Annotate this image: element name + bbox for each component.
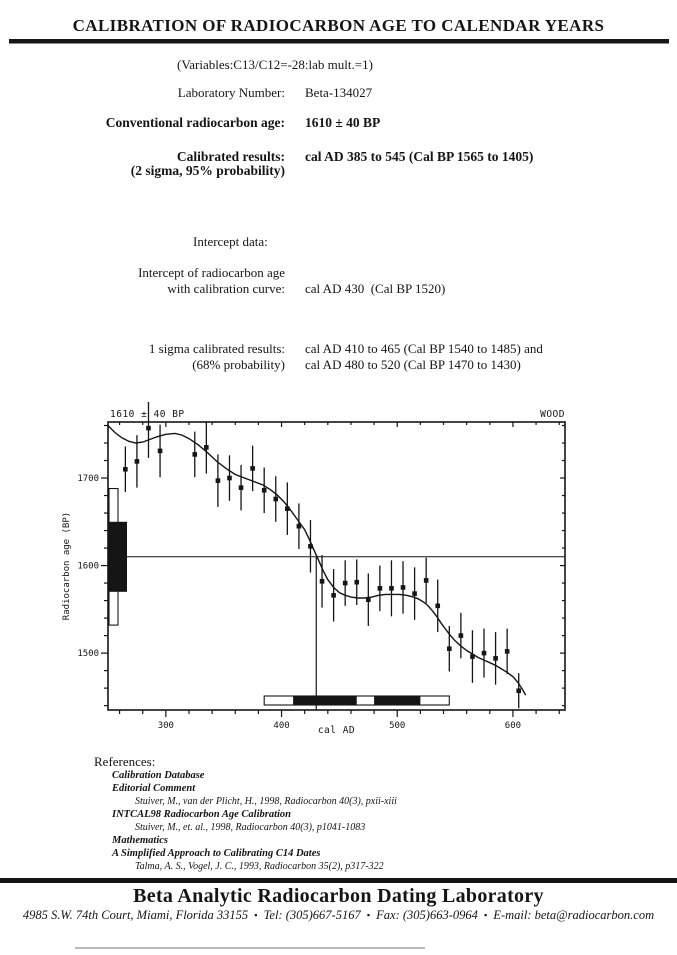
data-point — [239, 485, 244, 490]
calibrated-results-value: cal AD 385 to 545 (Cal BP 1565 to 1405) — [305, 149, 534, 164]
chart-title: 1610 ± 40 BP — [110, 409, 185, 420]
data-point — [354, 580, 359, 585]
data-point — [262, 488, 267, 493]
reference-title: INTCAL98 Radiocarbon Age Calibration — [112, 809, 292, 820]
reference-citation: Talma, A. S., Vogel, J. C., 1993, Radiocarbon 35(2), p317-322 — [135, 861, 384, 872]
data-point — [366, 597, 371, 602]
email-text: E-mail: beta@radiocarbon.com — [493, 908, 655, 922]
bullet-separator: ▪ — [254, 910, 258, 920]
data-point — [308, 544, 313, 549]
intercept-data-heading: Intercept data: — [193, 234, 268, 249]
data-point — [285, 506, 290, 511]
bullet-separator: ▪ — [366, 910, 371, 920]
y-tick-label: 1600 — [77, 561, 99, 572]
age-1sigma-box — [109, 522, 127, 592]
calibrated-results-subrow — [0, 163, 677, 181]
data-point — [297, 524, 302, 529]
lab-number-value: Beta-134027 — [305, 85, 373, 100]
title-rule — [9, 39, 669, 44]
page-title: CALIBRATION OF RADIOCARBON AGE TO CALENDAR YEARS — [72, 16, 605, 35]
data-point — [493, 656, 498, 661]
data-point — [192, 452, 197, 457]
y-axis-label: Radiocarbon age (BP) — [62, 511, 72, 621]
calibrated-results-label: Calibrated results: — [176, 149, 285, 164]
data-point — [320, 579, 325, 584]
reference-citation: Stuiver, M., van der Plicht, H., 1998, Radiocarbon 40(3), pxii-xiii — [135, 796, 397, 807]
data-point — [401, 585, 406, 590]
data-point — [412, 591, 417, 596]
conventional-age-label: Conventional radiocarbon age: — [105, 115, 285, 130]
one-sigma-label-line2: (68% probability) — [192, 357, 285, 372]
data-point — [250, 466, 255, 471]
lab-name: Beta Analytic Radiocarbon Dating Laboratory — [133, 885, 544, 907]
address-text: 4985 S.W. 74th Court, Miami, Florida 33155 — [22, 908, 249, 922]
data-point — [227, 476, 232, 481]
data-point — [435, 604, 440, 609]
references-list — [112, 769, 397, 873]
one-sigma-value-line1: cal AD 410 to 465 (Cal BP 1540 to 1485) and — [305, 341, 543, 356]
lab-address-line — [0, 908, 677, 923]
conventional-age-row — [0, 115, 677, 133]
y-tick-label: 1700 — [77, 474, 99, 485]
one-sigma-row-2 — [0, 357, 677, 375]
scan-artifact — [75, 947, 425, 949]
data-point — [216, 478, 221, 483]
reference-title: Calibration Database — [112, 770, 205, 781]
references-heading: References: — [94, 754, 156, 769]
data-point — [482, 651, 487, 656]
variables-line: (Variables:C13/C12=-28:lab mult.=1) — [177, 57, 373, 72]
intercept-value: cal AD 430 (Cal BP 1520) — [305, 281, 446, 296]
calibrated-results-sublabel: (2 sigma, 95% probability) — [130, 163, 285, 178]
lab-number-label: Laboratory Number: — [177, 85, 285, 100]
footer-rule — [0, 878, 677, 883]
y-tick-label: 1500 — [77, 649, 99, 660]
bullet-separator: ▪ — [484, 910, 488, 920]
x-tick-label: 600 — [504, 721, 522, 731]
data-point — [505, 649, 510, 654]
data-point — [158, 449, 163, 454]
fax-text: Fax: (305)663-0964 — [376, 908, 478, 922]
data-point — [459, 633, 464, 638]
reference-title: A Simplified Approach to Calibrating C14 Dates — [112, 848, 321, 859]
data-point — [123, 467, 128, 472]
x-axis-label: cal AD — [317, 725, 356, 736]
tel-text: Tel: (305)667-5167 — [263, 908, 361, 922]
data-point — [331, 593, 336, 598]
cal-1sigma-bar — [374, 696, 420, 706]
data-point — [135, 459, 140, 464]
one-sigma-value-line2: cal AD 480 to 520 (Cal BP 1470 to 1430) — [305, 357, 521, 372]
sample-material-label: WOOD — [540, 409, 565, 420]
reference-title: Mathematics — [112, 835, 169, 846]
conventional-age-value: 1610 ± 40 BP — [305, 115, 381, 130]
data-point — [447, 646, 452, 651]
cal-1sigma-bar — [293, 696, 357, 706]
calibration-chart — [60, 402, 605, 747]
data-point — [424, 578, 429, 583]
intercept-label-line1: Intercept of radiocarbon age — [138, 265, 285, 280]
reference-title: Editorial Comment — [112, 783, 196, 794]
chart-frame — [108, 422, 565, 710]
intercept-label-line2: with calibration curve: — [167, 281, 285, 296]
lab-number-row — [0, 85, 677, 103]
data-point — [516, 688, 521, 693]
data-point — [343, 581, 348, 586]
x-tick-label: 300 — [157, 721, 174, 731]
data-point — [204, 445, 209, 450]
data-point — [389, 586, 394, 591]
x-tick-label: 500 — [389, 721, 406, 731]
x-tick-label: 400 — [273, 721, 290, 731]
data-point — [378, 586, 383, 591]
intercept-row-2 — [0, 281, 677, 299]
data-point — [470, 654, 475, 659]
one-sigma-label-line1: 1 sigma calibrated results: — [148, 341, 285, 356]
data-point — [146, 426, 151, 431]
reference-citation: Stuiver, M., et. al., 1998, Radiocarbon 40(3), p1041-1083 — [135, 822, 366, 833]
data-point — [273, 497, 278, 502]
